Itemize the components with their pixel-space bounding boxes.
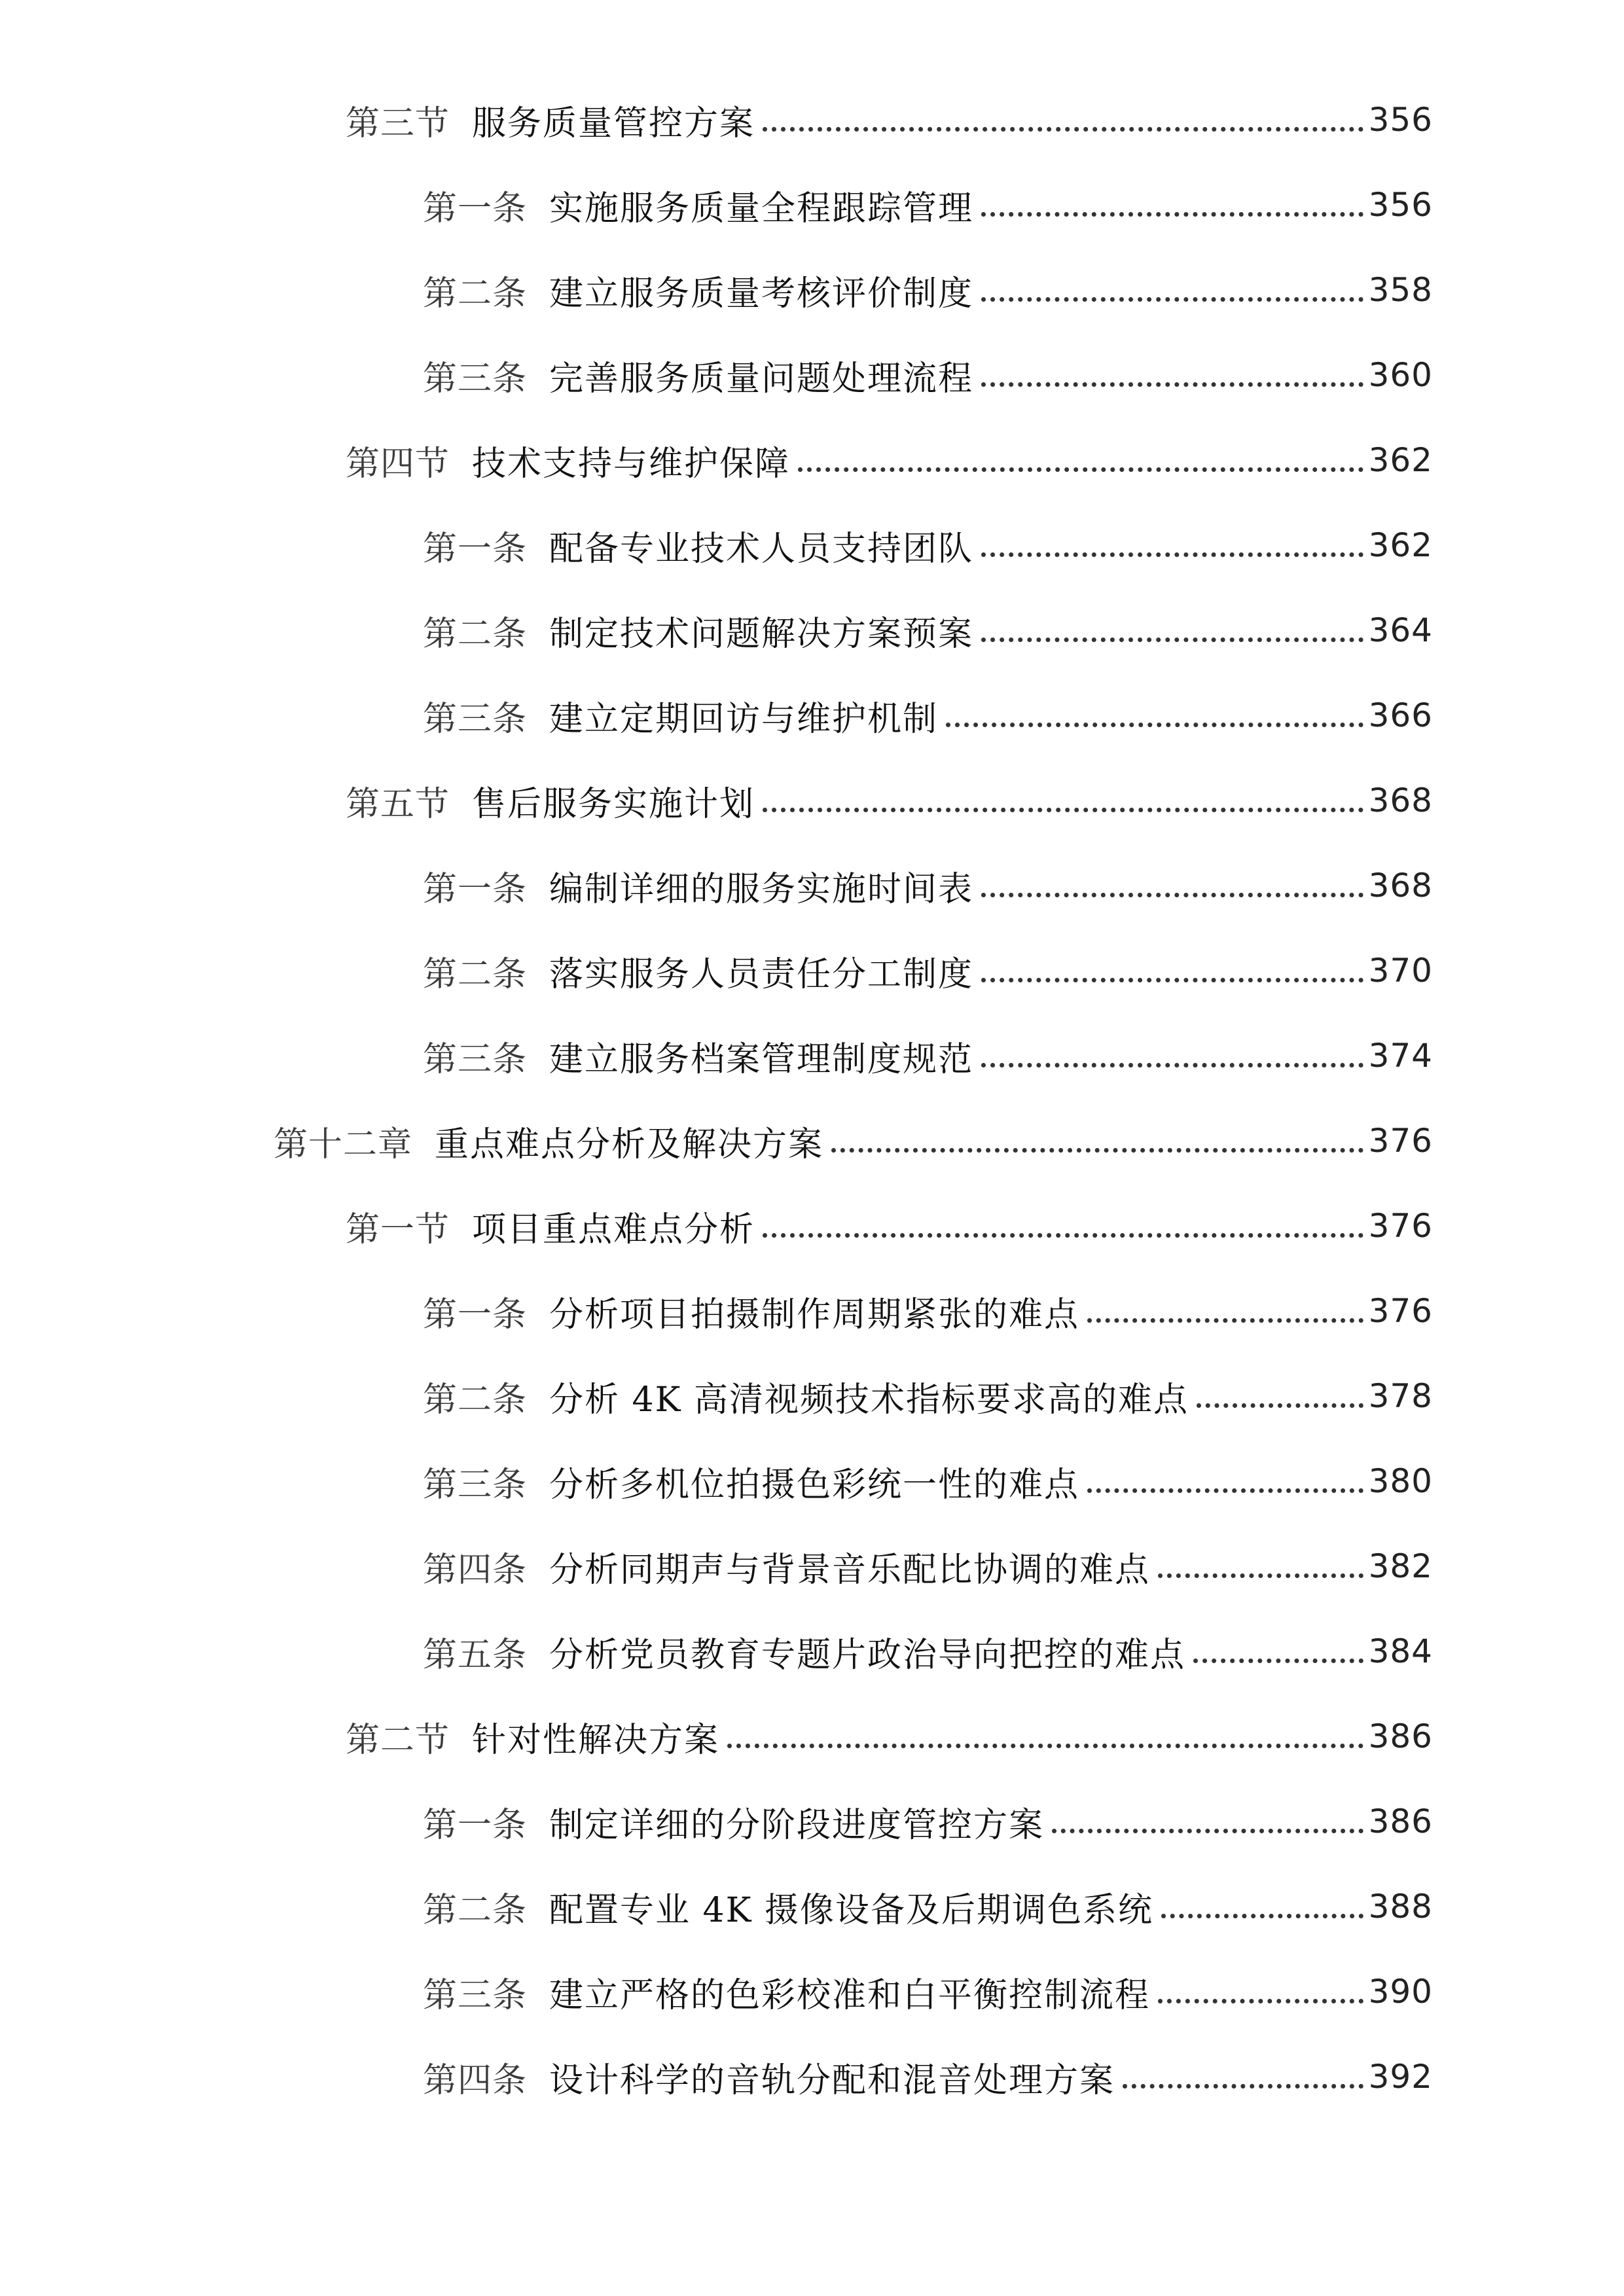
toc-entry-title: 制定详细的分阶段进度管控方案 bbox=[549, 1805, 1045, 1845]
toc-entry-page-number: 358 bbox=[1368, 271, 1433, 309]
toc-entry-page-number: 376 bbox=[1368, 1122, 1433, 1160]
toc-dot-leader bbox=[1197, 1369, 1363, 1408]
toc-entry[interactable] bbox=[0, 1694, 1624, 1779]
toc-entry[interactable] bbox=[0, 928, 1624, 1013]
toc-entry-page-number: 380 bbox=[1368, 1462, 1433, 1500]
toc-entry[interactable] bbox=[0, 2034, 1624, 2119]
toc-entry-page-number: 392 bbox=[1368, 2058, 1433, 2096]
toc-dot-leader bbox=[1158, 1965, 1363, 2003]
toc-entry[interactable] bbox=[0, 1439, 1624, 1524]
toc-dot-leader bbox=[763, 93, 1363, 132]
toc-entry-page-number: 356 bbox=[1368, 101, 1433, 139]
toc-dot-leader bbox=[763, 1199, 1363, 1238]
toc-entry-title: 完善服务质量问题处理流程 bbox=[549, 359, 974, 399]
toc-entry-page-number: 368 bbox=[1368, 867, 1433, 905]
toc-entry[interactable] bbox=[0, 673, 1624, 758]
toc-entry-label: 第三条 bbox=[423, 1465, 528, 1505]
toc-entry-title: 建立定期回访与维护机制 bbox=[549, 699, 939, 739]
toc-dot-leader bbox=[981, 518, 1363, 557]
toc-entry-title: 重点难点分析及解决方案 bbox=[435, 1124, 824, 1164]
toc-entry[interactable] bbox=[0, 418, 1624, 503]
toc-entry-page-number: 360 bbox=[1368, 356, 1433, 394]
toc-entry-title: 技术支持与维护保障 bbox=[472, 444, 791, 484]
toc-entry[interactable] bbox=[0, 843, 1624, 928]
toc-entry-page-number: 376 bbox=[1368, 1292, 1433, 1330]
toc-entry-label: 第二条 bbox=[423, 1380, 528, 1420]
toc-entry[interactable] bbox=[0, 1864, 1624, 1949]
toc-entry-page-number: 378 bbox=[1368, 1377, 1433, 1415]
toc-entry-label: 第一条 bbox=[423, 188, 528, 228]
toc-entry[interactable] bbox=[0, 503, 1624, 588]
toc-entry-title: 落实服务人员责任分工制度 bbox=[549, 954, 974, 994]
toc-dot-leader bbox=[1161, 1880, 1363, 1918]
toc-dot-leader bbox=[1087, 1284, 1363, 1323]
toc-entry[interactable] bbox=[0, 758, 1624, 843]
toc-entry[interactable] bbox=[0, 1949, 1624, 2034]
toc-dot-leader bbox=[981, 263, 1363, 302]
toc-entry-page-number: 386 bbox=[1368, 1717, 1433, 1755]
toc-dot-leader bbox=[981, 178, 1363, 217]
toc-entry[interactable] bbox=[0, 1609, 1624, 1694]
toc-dot-leader bbox=[946, 689, 1363, 727]
toc-entry[interactable] bbox=[0, 1268, 1624, 1354]
toc-entry-page-number: 370 bbox=[1368, 952, 1433, 990]
toc-entry[interactable] bbox=[0, 1013, 1624, 1098]
toc-entry-title: 建立服务档案管理制度规范 bbox=[549, 1039, 974, 1079]
toc-entry-page-number: 390 bbox=[1368, 1973, 1433, 2011]
toc-entry[interactable] bbox=[0, 162, 1624, 247]
toc-entry-title: 建立严格的色彩校准和白平衡控制流程 bbox=[549, 1975, 1151, 2015]
toc-entry-title: 配置专业 4K 摄像设备及后期调色系统 bbox=[549, 1890, 1154, 1930]
toc-entry-label: 第三条 bbox=[423, 699, 528, 739]
toc-entry[interactable] bbox=[0, 1354, 1624, 1439]
toc-entry-label: 第一条 bbox=[423, 869, 528, 909]
toc-dot-leader bbox=[981, 1029, 1363, 1067]
toc-entry-label: 第三条 bbox=[423, 359, 528, 399]
toc-entry-page-number: 366 bbox=[1368, 696, 1433, 734]
toc-entry[interactable] bbox=[0, 1524, 1624, 1609]
toc-entry-label: 第二条 bbox=[423, 614, 528, 654]
toc-entry-title: 实施服务质量全程跟踪管理 bbox=[549, 188, 974, 228]
toc-entry[interactable] bbox=[0, 1098, 1624, 1183]
toc-entry[interactable] bbox=[0, 332, 1624, 418]
toc-entry-title: 服务质量管控方案 bbox=[472, 103, 755, 143]
toc-entry-title: 针对性解决方案 bbox=[472, 1720, 720, 1760]
toc-entry[interactable] bbox=[0, 77, 1624, 162]
toc-entry[interactable] bbox=[0, 1183, 1624, 1268]
toc-entry-page-number: 374 bbox=[1368, 1037, 1433, 1075]
toc-dot-leader bbox=[981, 603, 1363, 642]
toc-dot-leader bbox=[1123, 2050, 1363, 2089]
toc-entry-label: 第五节 bbox=[346, 784, 450, 824]
toc-entry-page-number: 386 bbox=[1368, 1803, 1433, 1840]
toc-entry-title: 分析 4K 高清视频技术指标要求高的难点 bbox=[549, 1380, 1189, 1420]
toc-dot-leader bbox=[1193, 1624, 1363, 1663]
toc-entry-page-number: 356 bbox=[1368, 186, 1433, 224]
toc-entry-label: 第二条 bbox=[423, 274, 528, 314]
toc-dot-leader bbox=[798, 433, 1363, 472]
toc-entry-title: 分析党员教育专题片政治导向把控的难点 bbox=[549, 1635, 1186, 1675]
toc-entry-page-number: 376 bbox=[1368, 1207, 1433, 1245]
toc-entry-label: 第二节 bbox=[346, 1720, 450, 1760]
toc-entry-page-number: 368 bbox=[1368, 781, 1433, 819]
toc-entry-title: 设计科学的音轨分配和混音处理方案 bbox=[549, 2060, 1115, 2100]
toc-entry-label: 第四条 bbox=[423, 2060, 528, 2100]
toc-entry-page-number: 362 bbox=[1368, 526, 1433, 564]
toc-entry[interactable] bbox=[0, 247, 1624, 332]
toc-entry-label: 第一条 bbox=[423, 1805, 528, 1845]
toc-entry-title: 配备专业技术人员支持团队 bbox=[549, 529, 974, 569]
toc-entry-page-number: 364 bbox=[1368, 611, 1433, 649]
toc-entry[interactable] bbox=[0, 1779, 1624, 1864]
toc-entry-title: 分析多机位拍摄色彩统一性的难点 bbox=[549, 1465, 1080, 1505]
toc-dot-leader bbox=[981, 859, 1363, 897]
toc-entry-label: 第四节 bbox=[346, 444, 450, 484]
toc-dot-leader bbox=[1158, 1539, 1363, 1578]
toc-entry-page-number: 388 bbox=[1368, 1888, 1433, 1926]
toc-dot-leader bbox=[981, 944, 1363, 982]
toc-dot-leader bbox=[763, 774, 1363, 812]
toc-dot-leader bbox=[831, 1114, 1363, 1153]
toc-entry-label: 第四条 bbox=[423, 1550, 528, 1590]
toc-entry-title: 建立服务质量考核评价制度 bbox=[549, 274, 974, 314]
toc-entry-label: 第二条 bbox=[423, 954, 528, 994]
toc-entry-title: 售后服务实施计划 bbox=[472, 784, 755, 824]
toc-entry-page-number: 382 bbox=[1368, 1547, 1433, 1585]
toc-entry-title: 分析同期声与背景音乐配比协调的难点 bbox=[549, 1550, 1151, 1590]
toc-entry-label: 第二条 bbox=[423, 1890, 528, 1930]
toc-entry-title: 编制详细的服务实施时间表 bbox=[549, 869, 974, 909]
toc-entry-label: 第三节 bbox=[346, 103, 450, 143]
toc-entry-label: 第五条 bbox=[423, 1635, 528, 1675]
toc-entry-title: 分析项目拍摄制作周期紧张的难点 bbox=[549, 1295, 1080, 1335]
toc-dot-leader bbox=[1087, 1454, 1363, 1493]
toc-entry-label: 第十二章 bbox=[274, 1124, 413, 1164]
toc-entry-page-number: 362 bbox=[1368, 441, 1433, 479]
toc-entry-page-number: 384 bbox=[1368, 1632, 1433, 1670]
toc-entry-label: 第三条 bbox=[423, 1975, 528, 2015]
toc-entry-title: 制定技术问题解决方案预案 bbox=[549, 614, 974, 654]
toc-entry-label: 第三条 bbox=[423, 1039, 528, 1079]
toc-entry-label: 第一条 bbox=[423, 1295, 528, 1335]
toc-entry-title: 项目重点难点分析 bbox=[472, 1210, 755, 1249]
toc-dot-leader bbox=[727, 1710, 1363, 1748]
toc-entry[interactable] bbox=[0, 588, 1624, 673]
toc-dot-leader bbox=[1052, 1795, 1363, 1833]
toc-dot-leader bbox=[981, 348, 1363, 387]
table-of-contents bbox=[0, 77, 1624, 2119]
toc-entry-label: 第一条 bbox=[423, 529, 528, 569]
toc-entry-label: 第一节 bbox=[346, 1210, 450, 1249]
